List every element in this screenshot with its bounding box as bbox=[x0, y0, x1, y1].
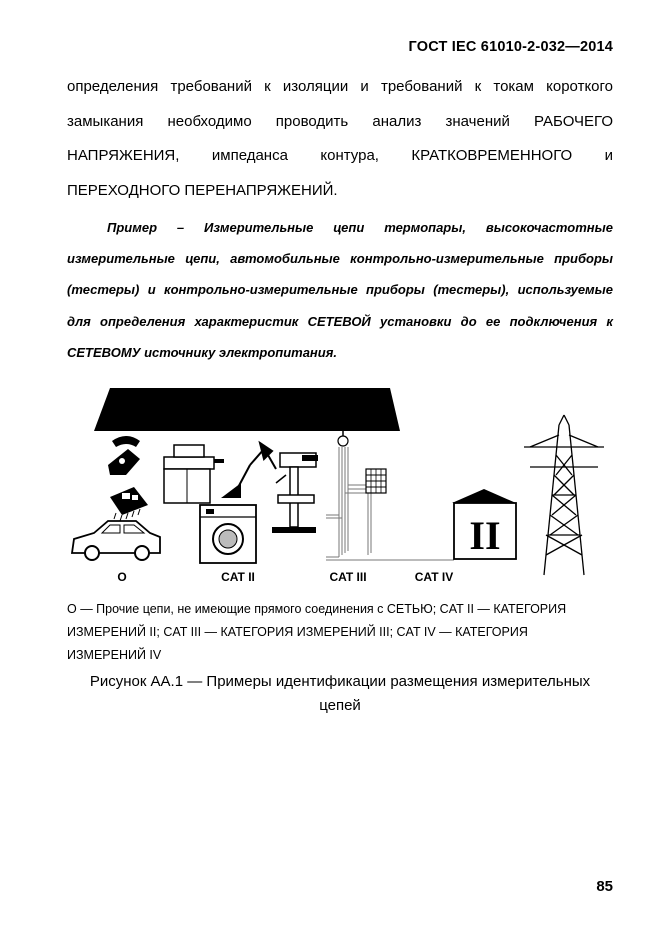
document-standard-header: ГОСТ IEC 61010-2-032—2014 bbox=[408, 39, 613, 55]
car-icon bbox=[72, 521, 160, 560]
circuit-board-icon bbox=[110, 487, 148, 521]
telephone-icon bbox=[108, 436, 140, 475]
distribution-panel-icon bbox=[366, 469, 386, 493]
example-line: Пример – Измерительные цепи термопары, высокочастотные bbox=[107, 220, 613, 235]
category-label-o: O bbox=[117, 570, 127, 584]
legend-line: О — Прочие цепи, не имеющие прямого соединения с СЕТЬЮ; CAT II — КАТЕГОРИЯ bbox=[67, 602, 567, 616]
example-line: для определения характеристик СЕТЕВОЙ установки до ее подключения к bbox=[67, 313, 613, 329]
page-number: 85 bbox=[596, 878, 613, 895]
example-line: измерительные цепи, автомобильные контрольно-измерительные приборы bbox=[67, 251, 613, 267]
paragraph-line: ПЕРЕХОДНОГО ПЕРЕНАПРЯЖЕНИЙ. bbox=[67, 181, 338, 199]
legend-line: ИЗМЕРЕНИЙ II; CAT III — КАТЕГОРИЯ ИЗМЕРЕНИЙ III; CAT IV — КАТЕГОРИЯ bbox=[67, 625, 528, 639]
caption-line: цепей bbox=[319, 697, 361, 714]
example-line: (тестеры) и контрольно-измерительные приборы (тестеры), используемые bbox=[67, 282, 613, 298]
wiring-cable bbox=[326, 447, 454, 560]
measurement-categories-figure bbox=[64, 385, 604, 590]
desk-lamp-icon bbox=[224, 443, 276, 497]
ceiling-lamp-icon bbox=[338, 431, 348, 446]
house-roof bbox=[94, 388, 400, 431]
body-paragraph bbox=[67, 70, 613, 208]
paragraph-line: определения требований к изоляции и требований к токам короткого bbox=[67, 78, 613, 95]
drill-press-icon bbox=[272, 453, 318, 533]
category-label-cat4: CAT IV bbox=[414, 570, 454, 584]
figure-caption bbox=[60, 670, 620, 718]
category-label-cat3: CAT III bbox=[329, 570, 367, 584]
legend-line: ИЗМЕРЕНИЙ IV bbox=[67, 648, 162, 662]
power-pylon-icon bbox=[524, 415, 604, 575]
example-line: СЕТЕВОМУ источнику электропитания. bbox=[67, 344, 337, 360]
figure-illustration bbox=[64, 385, 604, 590]
substation-mark: II bbox=[469, 513, 501, 558]
example-note bbox=[67, 212, 613, 368]
paragraph-line: НАПРЯЖЕНИЯ, импеданса контура, КРАТКОВРЕМЕННОГО и bbox=[67, 147, 613, 164]
washing-machine-icon bbox=[200, 505, 256, 563]
figure-legend bbox=[67, 598, 615, 667]
category-label-cat2: CAT II bbox=[221, 570, 255, 584]
copier-icon bbox=[164, 445, 224, 503]
caption-line: Рисунок АА.1 — Примеры идентификации размещения измерительных bbox=[89, 673, 591, 690]
paragraph-line: замыкания необходимо проводить анализ значений РАБОЧЕГО bbox=[67, 112, 613, 130]
